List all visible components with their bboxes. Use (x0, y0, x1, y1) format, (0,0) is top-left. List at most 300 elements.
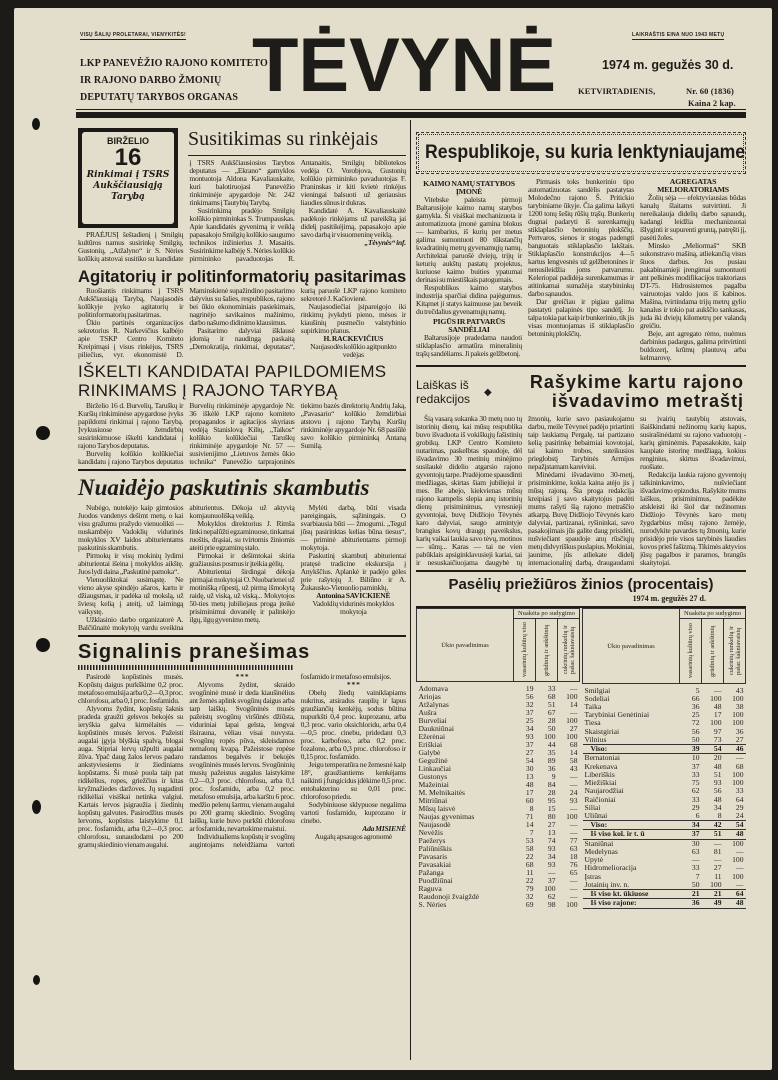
value-cell: 37 (691, 761, 700, 771)
divider (416, 570, 746, 572)
value-cell: 58 (525, 843, 534, 853)
value-cell: 75 (691, 778, 700, 788)
signature: „Tėvynės“ inf. (364, 238, 406, 247)
value-cell: 34 (713, 802, 722, 812)
value-cell: 7 (695, 871, 700, 881)
signature: Antonina SAVICKIENĖ (316, 591, 391, 600)
divider (76, 112, 746, 118)
value-cell: 37 (547, 875, 556, 885)
paragraph: Pirmokai ir dešimtokai skiria gražiausius posmus ir įteikia gėlių. (189, 551, 295, 568)
tear-mark (32, 800, 41, 814)
divider (78, 635, 406, 637)
value-cell: 33 (547, 683, 556, 693)
value-cell: — (569, 891, 578, 901)
crop-table-section (416, 575, 746, 909)
value-cell: 93 (525, 731, 534, 741)
article-agitatoriu (78, 266, 406, 359)
value-cell: — (569, 819, 578, 829)
value-cell: — (569, 875, 578, 885)
value-cell: 100 (732, 769, 744, 779)
value-cell: 100 (566, 731, 578, 741)
headline-respublikoje-wrap (416, 132, 746, 174)
value-cell: 73 (713, 734, 722, 744)
value-cell: 50 (547, 723, 556, 733)
col-header-label: vasarinių kultūrų viso (521, 622, 528, 678)
value-cell: 30 (525, 763, 534, 773)
value-cell: 21 (702, 889, 724, 898)
table-row (417, 901, 580, 909)
value-cell: 27 (569, 723, 578, 733)
value-cell: 56 (525, 691, 534, 701)
issue-number: Nr. 60 (1836) (686, 86, 734, 96)
paragraph: Mylėti darbą, būti visada pareigingais, sąžiningais. O svarbiausia būti — žmogumi. „Tegul jūsų pasirinktas kelias būna tiesus“, — priminė abiturientams pirmoji mokytoja. (300, 503, 406, 552)
col-header-label: grūdinių ir ankštinių (543, 624, 550, 676)
headline-respublikoje: Respublikoje, su kuria lenktyniaujame (425, 142, 746, 163)
value-cell: 72 (691, 718, 700, 728)
value-cell: 49 (702, 899, 724, 908)
farm-name: Eriškiai (418, 739, 443, 749)
value-cell: 33 (691, 863, 700, 873)
value-cell: — (569, 771, 578, 781)
paragraph: PRAĖJUSĮ šeštadienį į Smilgių kultūros namus susirinkę Smilgių, Gustonių, „Atžalyno“ ir S. Nėries kolūkių atstovai susitiko su kandidate į TSRS Aukščiausiosios Tarybos deputatus — „Ekrano“ gamyklos montuotoja Aldona Kavaliauskaite, kuri balotiruojasi Panevėžio rinkiminėje apygardoje Nr. 242 rinkimams į Tautybių Tarybą. (78, 158, 295, 263)
farm-name: Naujas gyvenimas (418, 811, 475, 821)
crop-tables (416, 606, 746, 909)
paragraph: Alyvoms žydint, skraido svogūninė musė ir deda kiaušinėlius ant žemės aplink svogūnų daigus arba tarp laiškų. Svogūninės musės pažeistų svogūnų viršūnės džiūsta, viduriniai lapai gelsta, lengvai išsirauna, vėliau visai nuvysta. Svogūnų ropės pūva, skleisdamos nemalonų kvapą. Pažeistose ropėse randamos begalvės ir bekojės svogūninės musės lervos. Svogūninių musių pažeistus augalus laistykime 0,2—0,3 proc. chlorofosu, arba 0,1 proc. fosfamidu, arba 0,2 proc. metafoso emulsija, arba karštu 6 proc. medžio pelenų šarmu, vienam augalui po 200 gramų skiedinio. Svogūnų laiškų, kurie buvo purkšti chlorofosu ar fosfamidu, nevartokime maistui. (189, 680, 295, 833)
value-cell: 66 (691, 693, 700, 703)
value-cell: 36 (691, 702, 700, 712)
farm-header (417, 609, 514, 682)
paragraph: Birželio 16 d. Burvelių, Taruškų ir Kuršių rinkiminėse apygardose įvyks papildomi rinkimai į rajono Tarybą. Įvykusiuose žemdirbių susirinkimuose iškelti kandidatai į rajono Tarybos deputatus. (78, 401, 184, 450)
value-cell: 33 (735, 786, 744, 796)
farm-name: Ežerėnai (418, 731, 446, 741)
value-cell: 28 (547, 787, 556, 797)
farm-name: Uliūnai (584, 810, 608, 820)
divider (78, 469, 406, 471)
paragraph: Susirinkimą pradėjo Smilgių kolūkio pirmininkas S. Trumpauskas. Apie kandidatės gyvenimą ir veiklą papasakojo Smilgių kolūkio saugumo technikos inžinierius J. Masaitis. Susirinkime kalbėję S. Nėries kolūkio pirmininko pavaduotojas R. Antanaitis, Smilgių bibliotekos vedėja O. Vorobjova, Gustonių kolūkio pirmininko pavaduotojas F. Praninskas ir kiti kvietė rinkėjus vieningai balsuoti už geriausius liaudies sūnus ir dukras. (189, 158, 406, 263)
value-cell: 30 (691, 838, 700, 848)
headline-susitikimas-wrap (188, 124, 406, 156)
farm-header (583, 609, 680, 684)
col-header-label: cukrinių runkelių ir pašar. šakniavaisių (561, 625, 576, 675)
subheading: PIGŪS IR PATVARŪS SANDĖLIAI (432, 317, 506, 334)
table-title: Pasėlių priežiūros žinios (procentais) (448, 576, 714, 593)
value-cell: 69 (525, 899, 534, 909)
headline-iskelti (78, 362, 406, 400)
value-cell: 29 (691, 802, 700, 812)
value-cell: 17 (713, 710, 722, 720)
table-row (583, 899, 746, 908)
farm-name: Įstras (584, 871, 601, 881)
farm-name: Sodeliai (584, 693, 610, 703)
farm-name: Staniūnai (584, 838, 614, 848)
value-cell: 48 (724, 899, 746, 908)
col-header (514, 619, 536, 682)
paragraph: Respublikos kaimo statybos industrija sparčiai didina pajėgumus. Kitąmet ji statys kaimuose jau beveik du trečdalius gyvenamųjų namų. (416, 283, 522, 316)
article-body (78, 673, 406, 849)
crop-table-right (582, 608, 746, 909)
article-body (78, 504, 406, 632)
paragraph: Vienuoliktokai susimąstę. Ne vieno akyse spindėjo ašaros, kartu ir džiaugsmas, ir padėka už mokslą, už šviesų kelią į ateitį, už laimingą vaikystę. (78, 575, 184, 616)
value-cell: 34 (525, 723, 534, 733)
value-cell: — (569, 803, 578, 813)
value-cell: 25 (691, 710, 700, 720)
column-divider (410, 120, 411, 1060)
table-row (583, 745, 746, 754)
value-cell: 53 (525, 835, 534, 845)
separator: * * * (346, 680, 360, 689)
value-cell: 34 (547, 851, 556, 861)
value-cell: 67 (547, 707, 556, 717)
value-cell: 48 (724, 830, 746, 839)
price: Kaina 2 kap. (688, 98, 736, 108)
headline-rasykime (498, 373, 744, 411)
article-body (416, 178, 746, 362)
value-cell: 51 (713, 769, 722, 779)
paragraph: Abiturientai širdingai dėkoja pirmajai mokytojai O. Nuobarienei už motinišką rūpestį, už pirmą išmokytą raidę, už viską, už viską... Mokytojos 50-ties metų jubiliejaus proga įteikė prisiminimui dovanėlę ir palinkėjo ilgų, ilgų gyvenimo metų. (189, 567, 295, 624)
value-cell: 11 (714, 871, 722, 881)
value-cell: 81 (713, 846, 722, 856)
farm-name: Atžalynas (418, 699, 449, 709)
article-body (78, 402, 406, 466)
farm-name: Krekenava (584, 761, 618, 771)
value-cell: 93 (569, 795, 578, 805)
paragraph: Paskutinį skambutį abiturientai pratęsė tradicine ekskursija į Anykščius. Aplankė ir padėjo gėles prie rašytojų J. Biliūno ir A. Žukausko-Vienuolio paminklų. (300, 551, 406, 592)
article-body (416, 415, 746, 567)
value-cell: 10 (691, 753, 700, 763)
value-cell: 37 (680, 830, 702, 839)
farm-name: Taika (584, 702, 602, 712)
farm-name: Smilgiai (584, 685, 611, 695)
farm-name: Burveliai (418, 715, 447, 725)
farm-name: Siliai (584, 802, 601, 812)
group-header: Nuakėta po sudygimo (680, 609, 746, 619)
value-cell: 68 (547, 691, 556, 701)
value-cell: 100 (732, 778, 744, 788)
article-respublikoje (416, 132, 746, 362)
value-cell: — (713, 685, 722, 695)
paragraph: Minėdami išvadavimo 30-metį, prisiminkime, kokia kaina atėjo jis į mūsų rajoną. Šia proga redakcija kreipiasi į savo skaitytojus padėti mums rašyti šią rajono metraščio atkarpą. Buvę Didžiojo Tėvynės karo dalyviai, partizanai, ryšininkai, savo pasakojimais jūs galite daug prisidėti, nušviečiant spaudoje anų rūsčiųjų metų didvyriškus puslapius. Mokiniai, jaunime, jūs atliekate didelį internacionalinį darbą, draugaudami su įvairių tautybių atstovais, išaiškindami nežinomų karių kapus, susirašinėdami su rajono vaduotojų - karių giminėmis. Papasakokite, kaip kaupiate istorinę medžiagą, kokius renginius, skirtus išvadavimui, ruošiate. (528, 414, 746, 567)
right-column (416, 124, 746, 909)
paragraph: Šią vasarą sukanka 30 metų nuo tų istorinių dienų, kai mūsų respublika buvo išvaduota iš vokiškųjų fašistinių grobikų. LKP Centro Komiteto nutarimas, paskelbtas spaudoje, dėl išvadavimo 30 metinių minėjimo susilaukė didelio atgarsio rajono gyventojų tarpe. Pradėjome spausdinti medžiagas, skirtas šiam jubiliejui ir mes. Be abejo, kiekvienas mūsų rajono kampelis slepia anų istorinių dienų prisiminimus, vyresnieji gyventojai, buvę Didžiojo Tėvynės karo dalyviai, saugo atmintyje brangius kovų draugų paveikslus, karių vaikai laukia savo tėvų, motinos — sūnų... Karas — tai ne vien pabūklais apsiginklavusieji kariai, tai ir nesuskaičiuojama daugybė tų žmonių, kurie savo pasiaukojamu darbu, meile Tėvynei padėjo priartinti taip laukiamą Pergalę, tai partizano kelią pasirinkę bebaimiai kovotojai, tai kaimo trobos, suteikusios prieglobstį Tarybinės Armijos nepažįstamam kareiviui. (416, 414, 634, 567)
farm-header-label: Ūkio pavadinimas (607, 642, 655, 650)
value-cell: — (735, 879, 744, 889)
value-cell: 50 (691, 879, 700, 889)
value-cell: 27 (547, 819, 556, 829)
farm-name: Raguva (418, 883, 442, 893)
value-cell: 63 (569, 843, 578, 853)
value-cell: 100 (566, 715, 578, 725)
section-kicker (416, 378, 484, 406)
article-nuaidejo (78, 474, 406, 632)
farm-name: Tiesa (584, 718, 601, 728)
paragraph: Ūkio partinės organizacijos sekretorius R. Narkevičius kalbėjo apie TSKP Centro Komiteto Kreipimąsi į visus rinkėjus, TSRS piliečius, vyr. ekonomistė D. Maminskienė supažindino pasitarimo dalyvius su šalies, respublikos, rajono bei ūkio ekonominiais pasiekimais, nagrinėjo savikainos mažinimo, darbo našumo didinimo klausimus. (78, 286, 295, 359)
farm-name: Gustonys (418, 771, 448, 781)
table-date: 1974 m. gegužės 27 d. (632, 594, 706, 603)
newspaper-title: TĖVYNĖ (252, 23, 557, 108)
value-cell: — (691, 855, 700, 865)
value-cell: 20 (713, 753, 722, 763)
value-cell: 32 (525, 699, 534, 709)
value-cell: 22 (525, 851, 534, 861)
value-cell: 25 (525, 715, 534, 725)
farm-name: Iš viso kt. ūkiuose (583, 889, 680, 898)
subheading: KAIMO NAMŲ STATYBOS ĮMONĖ (423, 179, 515, 196)
farm-name: M. Melnikaitės (418, 787, 465, 797)
headline-susitikimas: Susitikimas su rinkėjais (188, 128, 378, 150)
value-cell: 13 (525, 771, 534, 781)
paragraph: Pasirodė kopūstinės musės. Kopūstų daigus purkškime 0,2 proc. metafoso emulsija arba 0,2—0,3 proc. chlorofosu, arba 0,1 proc. fosfamidu. (78, 672, 184, 705)
value-cell: 14 (569, 699, 578, 709)
headline-nuaidejo-wrap (78, 474, 406, 502)
value-cell: 28 (547, 715, 556, 725)
punch-hole (36, 426, 50, 440)
article-rasykime (416, 373, 746, 567)
headline-signalinis-wrap (78, 640, 406, 664)
value-cell: 24 (569, 787, 578, 797)
value-cell: 33 (691, 769, 700, 779)
farm-name: Iš viso kol. ir t. ū (583, 830, 680, 839)
paragraph: Pasitarimo dalyviai išklausė įdomią ir naudingą paskaitą „Demokratija, rinkimai, deputatas“, kurią paruošė LKP rajono komiteto sekretorė J. Kačiovienė. (189, 286, 406, 351)
farm-name: Adomava (418, 683, 449, 693)
value-cell: 100 (710, 879, 722, 889)
value-cell: 22 (525, 875, 534, 885)
value-cell: 100 (732, 693, 744, 703)
paragraph: Sodybiniuose sklypuose negalima vartoti fosfamido, kuprozano ir cinebo. (300, 800, 406, 825)
headline-line: IŠKELTI KANDIDATAI PAPILDOMIEMS (78, 362, 387, 381)
farm-name: Jotainių inv. n. (584, 879, 630, 889)
paragraph: Minsko „Meliormaš“ SKB sukonstravo mašiną, atliekančią visus šiuos darbus. Jos pusiau pakabinamieji įrengimai sumontuoti ant pelkinės modifikacijos traktoriaus DT-75. Hidrosistemos pagalba vairuotojas valdo juos iš kabinos. Mašina, tvirtindama trijų metrų gylio kanalus ir tokio pat aukščio sankasas, juda iki dviejų kilometrų per valandą greičiu. (640, 241, 746, 330)
value-cell: 7 (529, 827, 534, 837)
farm-name: Pavasaris (418, 851, 448, 861)
farm-name: Nevėžis (418, 827, 443, 837)
value-cell: 100 (710, 718, 722, 728)
value-cell: 74 (547, 835, 556, 845)
paragraph: Nubėgo, nutekėjo kaip gimtosios Juodos vandenys dešimt metų, o kai visu gražumu pražydo vienuolikti — nuskambėjo Vadoklių vidurinės mokyklos XV laidos abiturientams paskutinis skambutis. (78, 503, 184, 552)
farm-name: Pavasakiai (418, 859, 451, 869)
paragraph: Redakcija laukia rajono gyventojų talkininkavimo, nušviečiant išvadavimo epizodus. Rašykite mums laiškus, prisiminimus, padėkite atskleisti iki šiol dar nežinomus Didžiojo Tėvynės karo metų žygdarbius mūsų rajono žemėje, nurodykite pavardes tų žmonių, kurie prisidėjo prie visos tarybinės liaudies kovos prieš fašizmą. Tikimės aktyvios jūsų pagalbos ir paramos, brangūs skaitytojai. (640, 470, 746, 567)
value-cell: 93 (713, 778, 722, 788)
value-cell: 56 (713, 786, 722, 796)
farm-name: Daukniūnai (418, 723, 454, 733)
value-cell: 5 (695, 685, 700, 695)
paragraph: Pirmasis toks bunkerinio tipo automatizuotas sandėlis pastatytas Molodečno rajono Š. Pritickio tarybiniame ūkyje. Čia galima laikyti 1200 tonų šešių rūšių trąšų. Bunkerių dugnai padaryti iš surenkamųjų stiklaplasčio betoninių plokščių. Pertvaros, sienos ir stogas padengti banguotais stiklaplasčio lakštais. Stiklaplasčio konstrukcijos 4—5 kartus lengvesnės už gelžbetonines ir nenusileidžia joms patvarumu. Keleriopai padidėja surenkamumas ir atitinkamai sumažėja statybininkų darbo sąnaudos. (528, 177, 634, 298)
value-cell: 38 (735, 702, 744, 712)
value-cell: 21 (680, 889, 702, 898)
farm-name: Galybė (418, 747, 441, 757)
value-cell: 100 (732, 718, 744, 728)
value-cell: 14 (525, 819, 534, 829)
value-cell: 54 (525, 755, 534, 765)
value-cell: 35 (547, 747, 556, 757)
value-cell: — (735, 863, 744, 873)
value-cell: 100 (732, 855, 744, 865)
value-cell: 32 (525, 891, 534, 901)
value-cell: 54 (724, 821, 746, 830)
headline-agitatoriu-wrap (78, 266, 406, 287)
article-signalinis (78, 640, 406, 849)
value-cell: 8 (717, 810, 722, 820)
value-cell: 54 (702, 745, 724, 754)
farm-name: Naujasodė (418, 819, 451, 829)
value-cell: 43 (735, 685, 744, 695)
farm-name: Medelynas (584, 846, 618, 856)
newspaper-title-wrap (252, 23, 572, 108)
article-iskelti (78, 362, 406, 466)
value-cell: 15 (547, 803, 556, 813)
value-cell: 13 (547, 827, 556, 837)
farm-name: S. Nėries (418, 899, 447, 909)
value-cell: 100 (566, 811, 578, 821)
paragraph: Dar greičiau ir pigiau galima pastatyti palapinės tipo sandėlį. Jo talpa tokia pat kaip ir bunkerinio, tik jis visas montuojamas iš stiklaplasčio betoninių plokščių. (528, 297, 634, 338)
value-cell: 27 (713, 863, 722, 873)
col-header (724, 619, 746, 684)
value-cell: 64 (735, 794, 744, 804)
signature-role: Augalų apsaugos agronomė (314, 832, 392, 841)
value-cell: — (713, 838, 722, 848)
col-header (558, 619, 580, 682)
subheading: AGREGATAS MELIORATORIAMS (657, 177, 729, 194)
value-cell: — (735, 846, 744, 856)
farm-name: Mažeiniai (418, 779, 449, 789)
paragraph: Individualiems kopūstų ir svogūnų augintojams neleidžiama vartoti fosfamido ir metafoso emulsijos. (189, 672, 392, 849)
col-header-label: cukrinių runkelių ir pašar. šakniavaisių (727, 626, 742, 676)
value-cell: — (547, 867, 556, 877)
value-cell: 93 (547, 859, 556, 869)
separator: * * * (235, 672, 249, 681)
value-cell: 100 (566, 691, 578, 701)
value-cell: 27 (735, 734, 744, 744)
value-cell: 100 (710, 693, 722, 703)
value-cell: 62 (691, 786, 700, 796)
farm-name: Gegužinė (418, 755, 448, 765)
signature-role: Vadoklių vidurinės mokyklos mokytoja (312, 599, 395, 616)
value-cell: 48 (525, 779, 534, 789)
value-cell: 14 (569, 747, 578, 757)
value-cell: 48 (713, 702, 722, 712)
value-cell: 24 (735, 810, 744, 820)
headline-signalinis: Signalinis pranešimas (78, 641, 311, 663)
value-cell: — (569, 707, 578, 717)
value-cell: 77 (569, 835, 578, 845)
article-susitikimas (78, 124, 406, 263)
paragraph: Beje, ant agregato rėmo, nuėmus darbinius padargus, galima pritvirtinti buldozerį, krūmų plautuvą arba kelmarovę. (640, 329, 746, 362)
headline-agitatoriu: Agitatorių ir politinformatorių pasitarimas (78, 267, 407, 286)
farm-name: Paliūniškis (418, 843, 452, 853)
article-body (78, 287, 406, 359)
signature-role: Naujasodės kolūkio agitpunkto vedėjas (310, 342, 397, 359)
value-cell: 100 (732, 838, 744, 848)
value-cell: 43 (569, 763, 578, 773)
farm-name: Raudonoji žvaigždė (418, 891, 480, 901)
farm-name: Bernatoniai (584, 753, 620, 763)
value-cell: — (735, 753, 744, 763)
crop-table-left (416, 608, 580, 909)
kicker-line: Laiškas iš (416, 378, 469, 392)
decorative-rule (78, 665, 294, 670)
value-cell: 48 (713, 761, 722, 771)
value-cell: 60 (525, 795, 534, 805)
value-cell: 62 (547, 891, 556, 901)
farm-name: Linkaučiai (418, 763, 451, 773)
farm-name: Naujarodžiai (584, 786, 624, 796)
publisher-line: DEPUTATŲ TARYBOS ORGANAS (80, 92, 238, 103)
value-cell: — (569, 827, 578, 837)
table-title-wrap (416, 575, 746, 594)
value-cell: 46 (724, 745, 746, 754)
value-cell: 100 (732, 710, 744, 720)
value-cell: 39 (680, 745, 702, 754)
value-cell: 65 (569, 867, 578, 877)
value-cell: 44 (547, 739, 556, 749)
paragraph: Naujasodiečiai įsipareigojo iki rinkimų įvykdyti pieno, mėsos ir kiaušinių pusmečio valstybinio supirkimo planus. (300, 302, 406, 335)
farm-name: Hidromelioracija (584, 863, 637, 873)
paragraph: Mokyklos direktorius J. Rimša linki nepalūžti egzaminuose, tinkamai ruoštis, drąsiai, su tvirtomis žiniomis ateiti prie egzaminų stalo. (189, 519, 295, 552)
paragraph: Baltarusijoje pradedama naudoti stiklaplasčio armatūra mineralinių trąšų sandėliams. Ji pakeis gelžbetonį. (416, 333, 522, 358)
value-cell: 42 (702, 821, 724, 830)
value-cell: 89 (547, 755, 556, 765)
value-cell: 68 (569, 739, 578, 749)
farm-name: Paežerys (418, 835, 446, 845)
paragraph: Burvelių kolūkio kolūkiečiai kandidatu į rajono Tarybos deputatus Burvelių rinkiminėje apygardoje Nr. 36 iškėlė LKP rajono komiteto propagandos ir agitacijos skyriaus vedėją Stanislovą Kilių, „Taikos“ kolūkio kolūkiečiai Taruškų rinkiminėje apygardoje Nr. 57 — susivienijimo „Lietuvos žemės ūkio technika“ Panevėžio tarprajoninės tiekimo bazės direktorių Andrių Jaką, „Pavasario“ kolūkio žemdirbiai atstovu į rajono Tarybą Kuršių rinkiminėje apygardoje Nr. 68 pasiūlė savo kolūkio pirmininką Antaną Sumilą. (78, 401, 406, 466)
value-cell: 36 (735, 726, 744, 736)
farm-name: Ariojas (418, 691, 441, 701)
value-cell: — (569, 683, 578, 693)
headline-line: Rašykime kartu rajono (529, 372, 744, 392)
tear-mark (33, 975, 40, 985)
value-cell: 51 (547, 699, 556, 709)
divider (416, 365, 746, 367)
issue-date: 1974 m. gegužės 30 d. (602, 58, 734, 72)
value-cell: 37 (525, 707, 534, 717)
tear-mark (32, 118, 40, 130)
paragraph: Jeigu temperatūra ne žemesnė kaip 18°, graužiantiems kenkėjams naikinti į fungicidus įdėkime 0,5 proc. entobakterino su 0,01 proc. chlorofoso priedu. (300, 760, 406, 801)
headline-nuaidejo: Nuaidėjo paskutinis skambutis (78, 475, 370, 500)
col-header (702, 619, 724, 684)
left-column (78, 124, 406, 849)
diamond-icon: ◆ (484, 386, 492, 398)
value-cell: 68 (735, 761, 744, 771)
farm-name: Puodžiūnai (418, 875, 453, 885)
value-cell: 36 (680, 899, 702, 908)
col-header-label: vasarinių kultūrų viso (687, 623, 694, 679)
group-header: Nuakėta po sudygimo (514, 609, 580, 619)
farm-name: Upytė (584, 855, 604, 865)
paragraph: Užklasinio darbo organizatorė A. Balčiūnaitė mokytojų vardu sveikina abiturientus. Dėkoja už aktyvią komjaunuolišką veiklą. (78, 503, 295, 632)
value-cell: — (569, 779, 578, 789)
paragraph: Alyvoms žydint, kopūstų šaknis pradeda graužti gelsvos bekojės su ieryškia galva kirmėlaitės — kopūstinės musės lervos. Pažeisti augalai įgyja blyškią spalvą, blogai auga. Stipriai lervų užpulti augalai žūva. Ypač daug žalos lervos padaro ankstyviesiems ir žiediniams kopūstams. Ši musė puola taip pat ridikėlius, ropes, griežčius ir kitas kryžmažiedes daržoves. Jų sugadinti ridikėliai visiškai netinka valgiui. Kartais lervos įsigraužia į žiedinių kopūstų galvutes. Pasirodžius musės lervoms, kopūstus laistykime 0,1 proc. fosfamidu, arba 0,2—0,3 proc. chlorofosu, sunaudodami po 200 gramų skiedinio vienam augalui. (78, 704, 184, 849)
rasykime-header (416, 373, 746, 411)
value-cell: 100 (566, 899, 578, 909)
signature: Ada MISIENĖ (362, 824, 406, 833)
col-header-label: grūdinių ir ankštinių (709, 625, 716, 677)
value-cell: 64 (724, 889, 746, 898)
punch-hole (36, 638, 50, 652)
weekday: KETVIRTADIENIS, (578, 86, 656, 96)
value-cell: 37 (525, 739, 534, 749)
kicker-line: redakcijos (416, 392, 471, 406)
value-cell: 9 (551, 771, 556, 781)
value-cell: 48 (713, 794, 722, 804)
table-row (583, 821, 746, 830)
value-cell: 97 (713, 726, 722, 736)
publisher-info (80, 55, 268, 106)
farm-name: Mitriūnai (418, 795, 448, 805)
value-cell: 50 (691, 734, 700, 744)
value-cell: 34 (680, 821, 702, 830)
value-cell: 100 (732, 871, 744, 881)
value-cell: 17 (525, 787, 534, 797)
value-cell: 100 (544, 731, 556, 741)
